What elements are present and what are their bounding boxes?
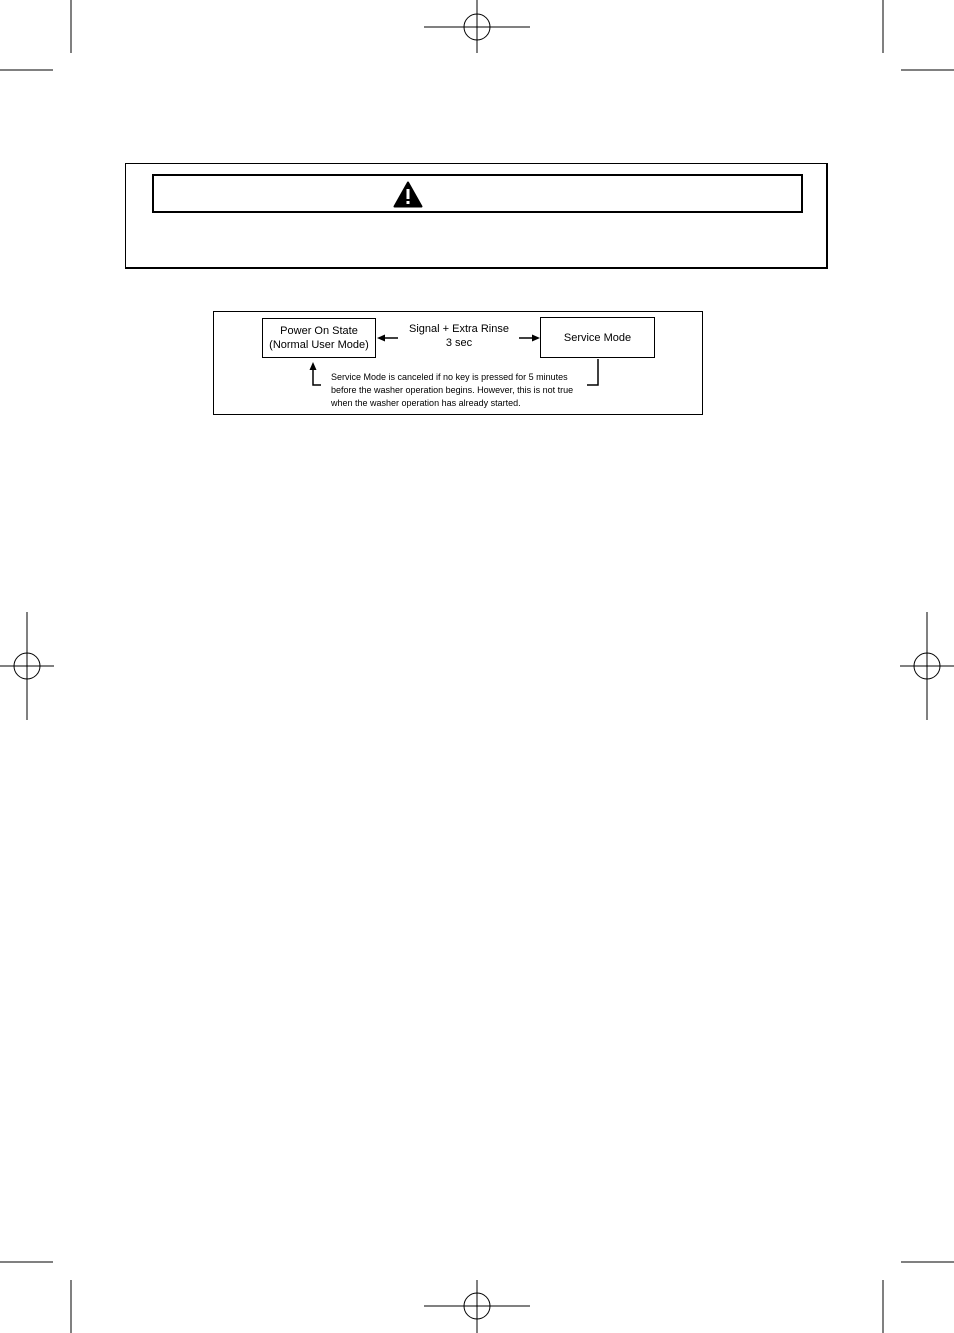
cancel-note-line: before the washer operation begins. However, this is not true [331, 385, 574, 395]
cancel-note-line: when the washer operation has already started. [331, 398, 521, 408]
power-on-state-label: Power On State [280, 325, 358, 337]
warning-triangle-icon [393, 181, 423, 208]
cancel-note [331, 371, 601, 410]
warning-header [152, 174, 803, 213]
registration-mark-top [424, 0, 530, 53]
cancel-return-path-left [313, 369, 321, 385]
normal-user-mode-label: (Normal User Mode) [269, 339, 369, 351]
cancel-note-line: Service Mode is canceled if no key is pressed for 5 minutes [331, 372, 568, 382]
arrowhead-up [310, 362, 317, 370]
registration-mark-right [900, 612, 954, 720]
registration-mark-left [0, 612, 54, 720]
service-mode-diagram [213, 311, 703, 415]
hold-duration-label: 3 sec [445, 337, 473, 349]
arrowhead-right [532, 335, 540, 342]
service-mode-label: Service Mode [563, 331, 632, 344]
registration-mark-bottom [424, 1280, 530, 1333]
key-combination-label: Signal + Extra Rinse [409, 323, 509, 335]
arrowhead-left [377, 335, 385, 342]
warning-box [125, 163, 828, 269]
